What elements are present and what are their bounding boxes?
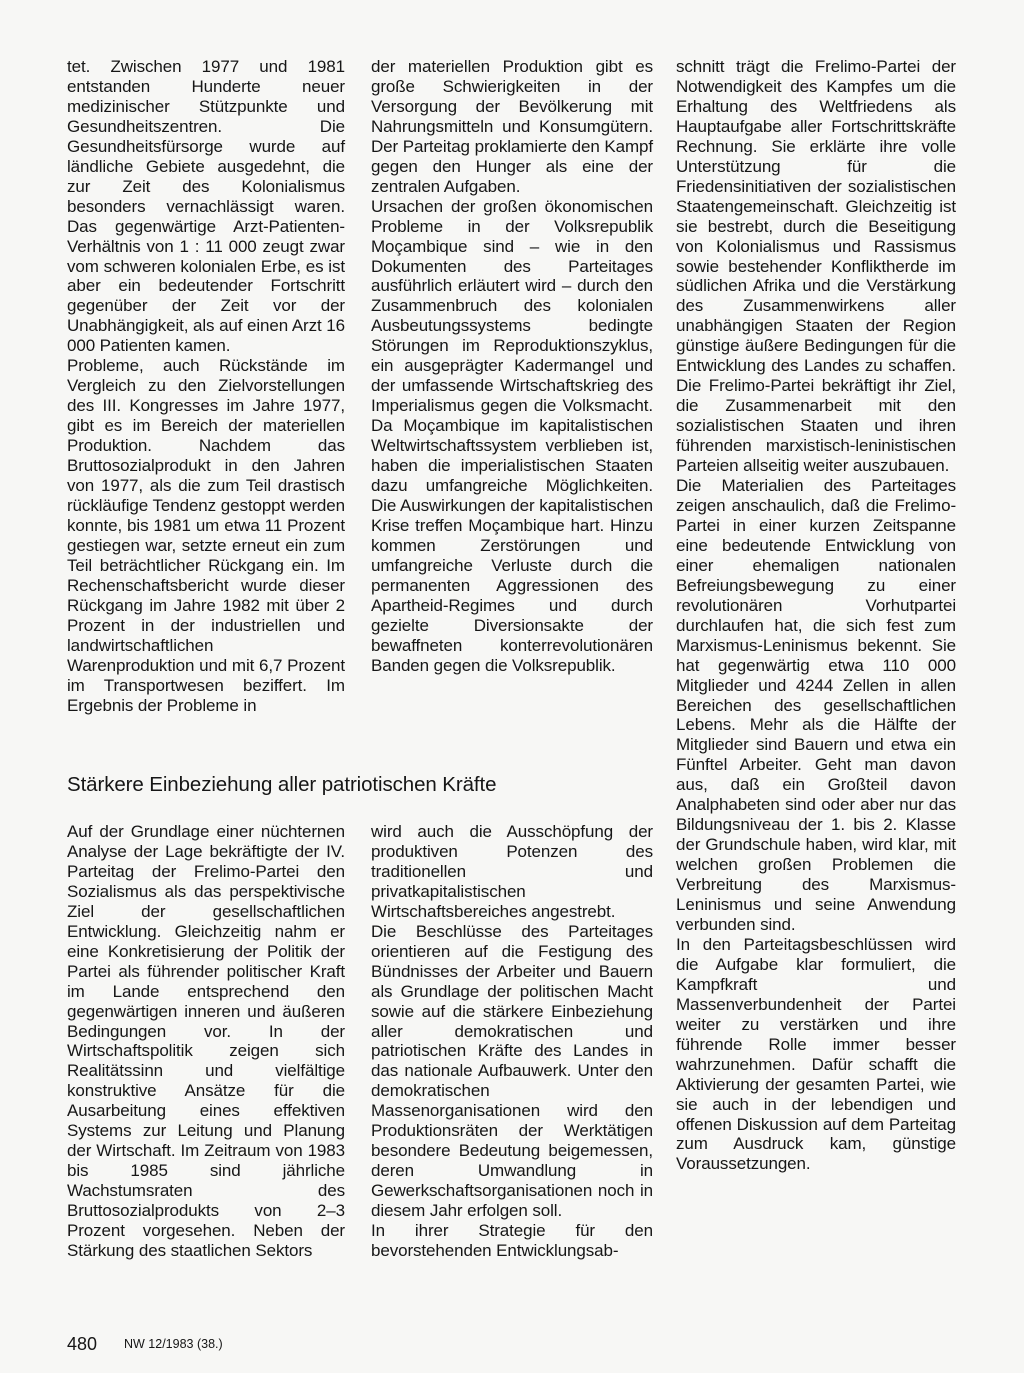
column-2-bottom <box>371 822 653 1261</box>
paragraph: Probleme, auch Rückstände im Vergleich zu den Zielvorstellungen des III. Kongresses im Jahre 1977, gibt es im Bereich der materiellen Produktion. Nachdem das Bruttosozialprodukt in den Jahren von 1977, als die zum Teil drastisch rückläufige Tendenz gestoppt werden konnte, bis 1981 um etwa 11 Prozent gestiegen war, setzte erneut ein zum Teil beträchtlicher Rückgang ein. Im Rechenschaftsbericht wurde dieser Rückgang im Jahre 1982 mit über 2 Prozent in der industriellen und landwirtschaftlichen Warenproduktion und mit 6,7 Prozent im Transportwesen beziffert. Im Ergebnis der Probleme in <box>67 356 345 715</box>
publication-reference: NW 12/1983 (38.) <box>124 1337 223 1351</box>
paragraph: wird auch die Ausschöpfung der produktiven Potenzen des traditionellen und privatkapitalistischen Wirtschaftsbereiches angestrebt. <box>371 822 653 921</box>
paragraph: Die Beschlüsse des Parteitages orientieren auf die Festigung des Bündnisses der Arbeiter und Bauern als Grundlage der politischen Macht sowie auf die stärkere Einbeziehung aller demokratischen und patriotischen Kräfte des Landes in das nationale Aufbauwerk. Unter den demokratischen Massenorganisationen wird den Produktionsräten der Werktätigen besondere Bedeutung beigemessen, deren Umwandlung in Gewerkschaftsorganisationen noch in diesem Jahr erfolgen soll. <box>371 921 653 1221</box>
column-1-top <box>67 57 345 715</box>
paragraph: In den Parteitagsbeschlüssen wird die Aufgabe klar formuliert, die Kampfkraft und Massenverbundenheit der Partei weiter zu verstärken und ihre führende Rolle immer besser wahrzunehmen. Dafür schafft die Aktivierung der gesamten Partei, wie sie auch in der lebendigen und offenen Diskussion auf dem Parteitag zum Ausdruck kam, günstige Voraussetzungen. <box>676 934 956 1174</box>
page-number: 480 <box>67 1334 98 1354</box>
paragraph: Auf der Grundlage einer nüchternen Analyse der Lage bekräftigte der IV. Parteitag der Frelimo-Partei den Sozialismus als das perspektivische Ziel der gesellschaftlichen Entwicklung. Gleichzeitig nahm er eine Konkretisierung der Politik der Partei als führender politischer Kraft im Lande entsprechend den gegenwärtigen inneren und äußeren Bedingungen vor. In der Wirtschaftspolitik zeigen sich Realitätssinn und vielfältige konstruktive Ansätze für die Ausarbeitung eines effektiven Systems zur Leitung und Planung der Wirtschaft. Im Zeitraum von 1983 bis 1985 sind jährliche Wachstumsraten des Bruttosozialprodukts von 2–3 Prozent vorgesehen. Neben der Stärkung des staatlichen Sektors <box>67 822 345 1261</box>
paragraph: In ihrer Strategie für den bevorstehenden Entwicklungsab- <box>371 1221 653 1261</box>
paragraph: der materiellen Produktion gibt es große Schwierigkeiten in der Versorgung der Bevölkerung mit Nahrungsmitteln und Konsumgütern. Der Parteitag proklamierte den Kampf gegen den Hunger als eine der zentralen Aufgaben. <box>371 57 653 196</box>
column-2-top <box>371 57 653 676</box>
paragraph: schnitt trägt die Frelimo-Partei der Notwendigkeit des Kampfes um die Erhaltung des Weltfriedens als Hauptaufgabe aller Fortschrittskräfte Rechnung. Sie erklärte ihre volle Unterstützung für die Friedensinitiativen der sozialistischen Staatengemeinschaft. Gleichzeitig ist sie bestrebt, durch die Beseitigung von Kolonialismus und Rassismus sowie bestehender Konfliktherde im südlichen Afrika und die Verstärkung des Zusammenwirkens aller unabhängigen Staaten der Region günstige äußere Bedingungen für die Entwicklung des Landes zu schaffen. Die Frelimo-Partei bekräftigt ihr Ziel, die Zusammenarbeit mit den sozialistischen Staaten und ihren führenden marxistisch-leninistischen Parteien allseitig weiter auszubauen. <box>676 57 956 476</box>
column-1-bottom <box>67 822 345 1261</box>
paragraph: Die Materialien des Parteitages zeigen anschaulich, daß die Frelimo-Partei in einer kurzen Zeitspanne eine bedeutende Entwicklung von einer ehemaligen nationalen Befreiungsbewegung zu einer revolutionären Vorhutpartei durchlaufen hat, die sich fest zum Marxismus-Leninismus bekennt. Sie hat gegenwärtig etwa 110 000 Mitglieder und 4244 Zellen in allen Bereichen des gesellschaftlichen Lebens. Mehr als die Hälfte der Mitglieder sind Bauern und etwa ein Fünftel Arbeiter. Geht man davon aus, daß ein Großteil davon Analphabeten sind oder aber nur das Bildungsniveau der 1. bis 2. Klasse der Grundschule haben, wird klar, mit welchen großen Problemen die Verbreitung des Marxismus-Leninismus und seine Anwendung verbunden sind. <box>676 476 956 934</box>
paragraph: Ursachen der großen ökonomischen Probleme in der Volksrepublik Moçambique sind – wie in den Dokumenten des Parteitages ausführlich erläutert wird – durch den Zusammenbruch des kolonialen Ausbeutungssystems bedingte Störungen im Reproduktionszyklus, ein ausgeprägter Kadermangel und der umfassende Wirtschaftskrieg des Imperialismus gegen die Volksmacht. Da Moçambique im kapitalistischen Weltwirtschaftssystem verblieben ist, haben die imperialistischen Staaten dazu umfangreiche Möglichkeiten. Die Auswirkungen der kapitalistischen Krise treffen Moçambique hart. Hinzu kommen Zerstörungen und umfangreiche Verluste durch die permanenten Aggressionen des Apartheid-Regimes und durch gezielte Diversionsakte der bewaffneten konterrevolutionären Banden gegen die Volksrepublik. <box>371 196 653 675</box>
column-3 <box>676 57 956 1174</box>
section-heading: Stärkere Einbeziehung aller patriotischen Kräfte <box>67 773 497 796</box>
paragraph: tet. Zwischen 1977 und 1981 entstanden Hunderte neuer medizinischer Stützpunkte und Gesundheitszentren. Die Gesundheitsfürsorge wurde auf ländliche Gebiete ausgedehnt, die zur Zeit des Kolonialismus besonders vernachlässigt waren. Das gegenwärtige Arzt-Patienten-Verhältnis von 1 : 11 000 zeugt zwar vom schweren kolonialen Erbe, es ist aber ein bedeutender Fortschritt gegenüber der Zeit vor der Unabhängigkeit, als auf einen Arzt 16 000 Patienten kamen. <box>67 57 345 356</box>
